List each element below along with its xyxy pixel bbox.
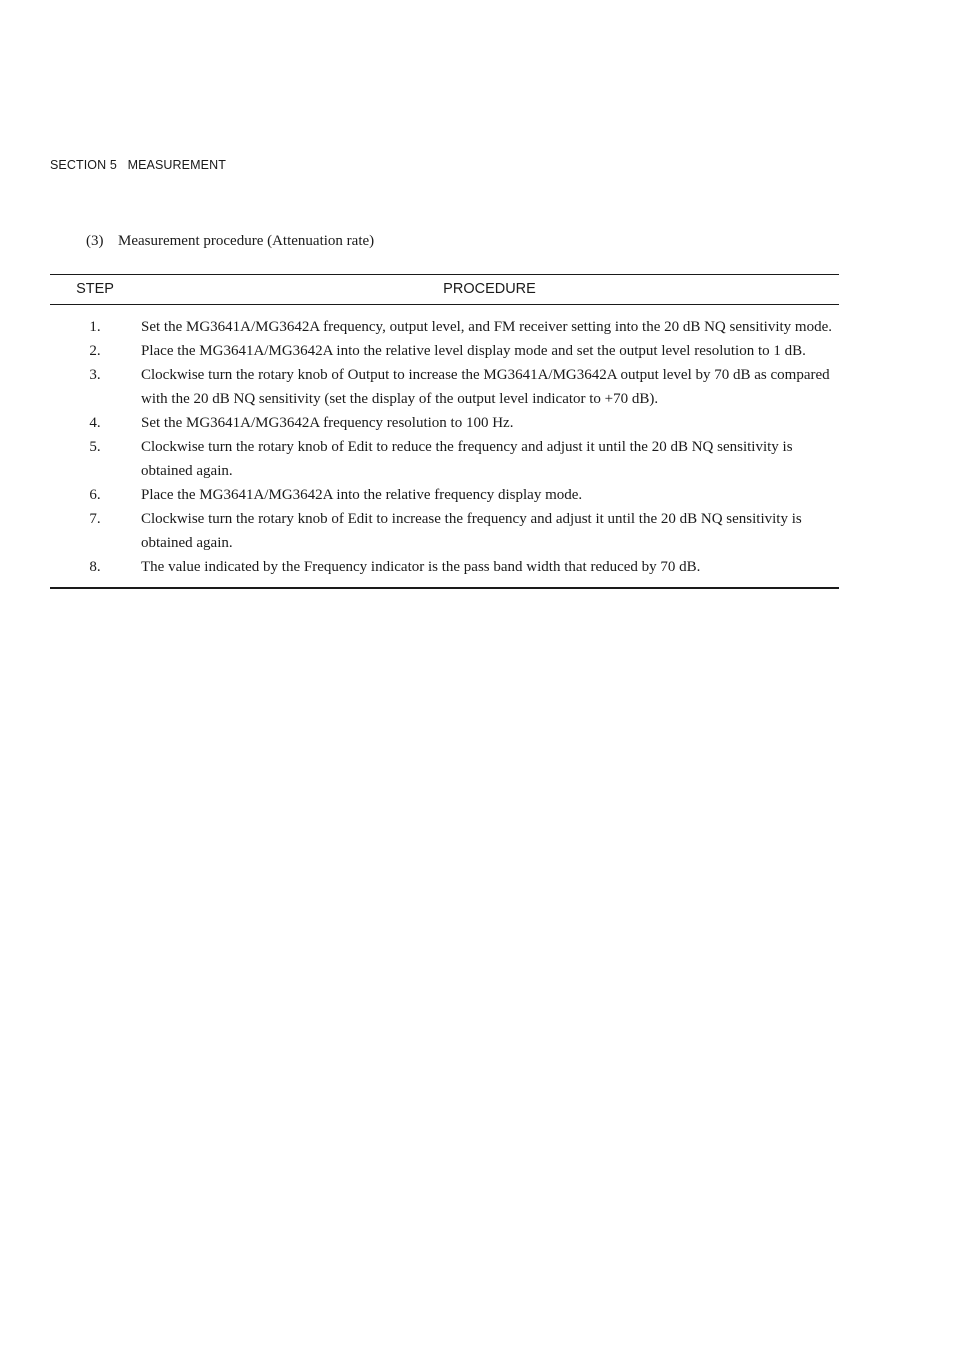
procedure-table (50, 274, 839, 589)
subheading-number: (3) (86, 233, 104, 249)
step-text: Clockwise turn the rotary knob of Output to increase the MG3641A/MG3642A output level by 70 dB as compared with the 20 dB NQ sensitivity (set the display of the output level indicator to +70 dB). (141, 367, 830, 407)
table-row (50, 483, 839, 507)
step-text: Clockwise turn the rotary knob of Edit to increase the frequency and adjust it until the 20 dB NQ sensitivity is obtained again. (141, 511, 802, 551)
column-header-procedure: PROCEDURE (443, 281, 536, 297)
step-number: 4. (89, 415, 101, 431)
table-row (50, 363, 839, 411)
table-row (50, 315, 839, 339)
step-number: 7. (89, 511, 101, 527)
table-row (50, 339, 839, 363)
step-text: The value indicated by the Frequency indicator is the pass band width that reduced by 70 dB. (141, 559, 701, 575)
table-row (50, 411, 839, 435)
subheading (86, 233, 374, 250)
step-number: 5. (89, 439, 101, 455)
step-number: 2. (89, 343, 101, 359)
step-text: Set the MG3641A/MG3642A frequency resolution to 100 Hz. (141, 415, 514, 431)
step-number: 8. (89, 559, 101, 575)
subheading-title: Measurement procedure (Attenuation rate) (118, 233, 375, 249)
table-body (50, 305, 839, 589)
step-number: 3. (89, 367, 101, 383)
table-header (50, 274, 839, 305)
step-number: 6. (89, 487, 101, 503)
table-row (50, 435, 839, 483)
step-text: Place the MG3641A/MG3642A into the relative level display mode and set the output level resolution to 1 dB. (141, 343, 806, 359)
step-text: Place the MG3641A/MG3642A into the relative frequency display mode. (141, 487, 583, 503)
step-number: 1. (89, 319, 101, 335)
table-row (50, 507, 839, 555)
step-text: Set the MG3641A/MG3642A frequency, output level, and FM receiver setting into the 20 dB NQ sensitivity mode. (141, 319, 833, 335)
column-header-step: STEP (76, 281, 114, 297)
step-text: Clockwise turn the rotary knob of Edit to reduce the frequency and adjust it until the 20 dB NQ sensitivity is obtained again. (141, 439, 793, 479)
section-header: SECTION 5 MEASUREMENT (50, 158, 226, 172)
table-row (50, 555, 839, 579)
